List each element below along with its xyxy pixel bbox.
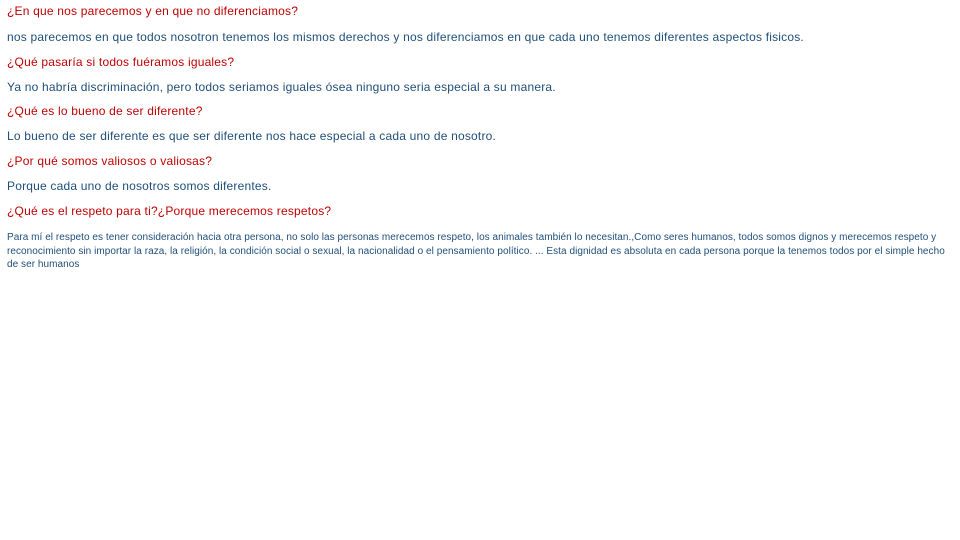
answer-4: Porque cada uno de nosotros somos diferentes. [7,179,272,193]
answer-3: Lo bueno de ser diferente es que ser diferente nos hace especial a cada uno de nosotro. [7,129,497,143]
question-4: ¿Por qué somos valiosos o valiosas? [7,154,213,168]
question-3: ¿Qué es lo bueno de ser diferente? [7,104,203,118]
question-2: ¿Qué pasaría si todos fuéramos iguales? [7,55,235,69]
answer-1: nos parecemos en que todos nosotron tenemos los mismos derechos y nos diferenciamos en que cada uno tenemos diferentes aspectos fisicos. [7,30,804,44]
answer-5: Para mí el respeto es tener consideración hacia otra persona, no solo las personas merecemos respeto, los animales también lo necesitan.,Como seres humanos, todos somos dignos y merecemos respeto y reconocimiento sin importar la raza, la religión, la condición social o sexual, la nacionalidad o el pensamiento político. ... Esta dignidad es absoluta en cada persona porque la tenemos todos por el simple hecho de ser humanos [7,232,945,270]
question-1: ¿En que nos parecemos y en que no diferenciamos? [7,4,299,18]
question-5: ¿Qué es el respeto para ti?¿Porque merecemos respetos? [7,204,332,218]
answer-2: Ya no habría discriminación, pero todos seriamos iguales ósea ninguno seria especial a su manera. [7,80,556,94]
